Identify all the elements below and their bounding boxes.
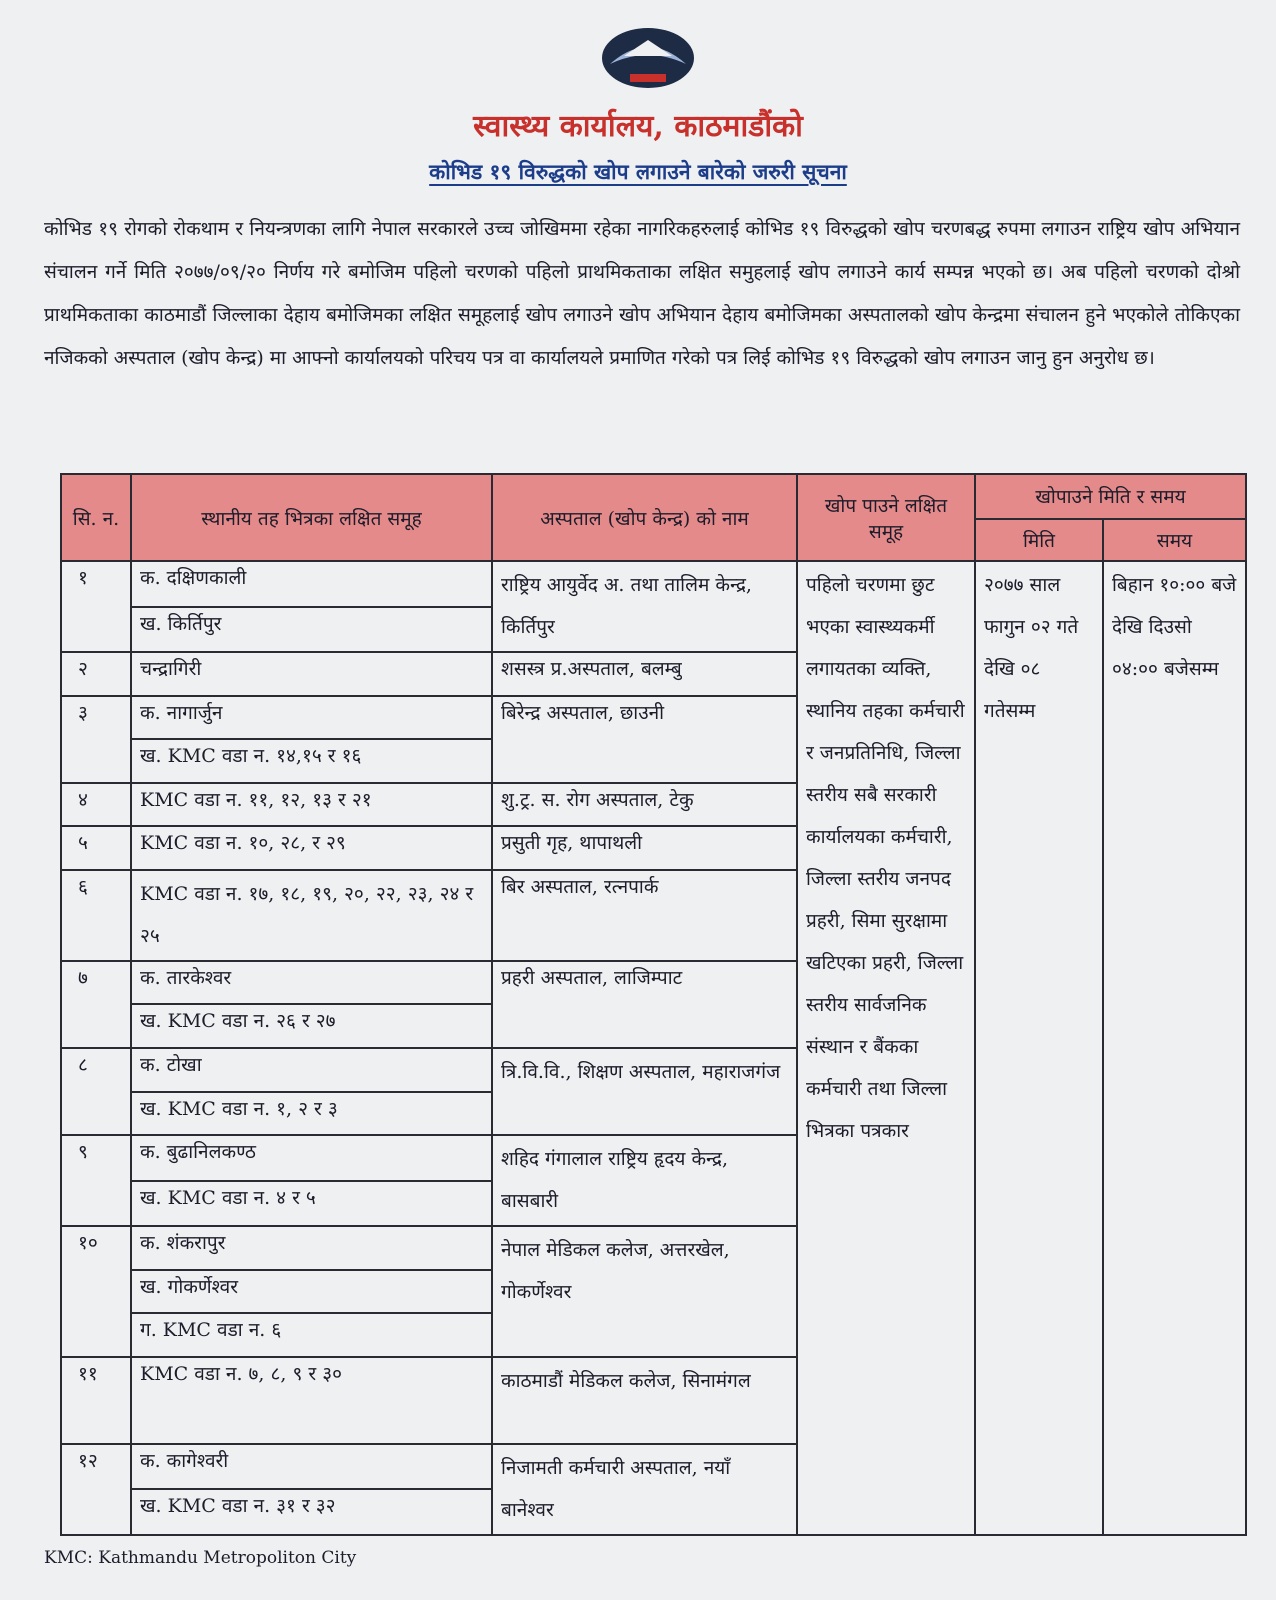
footnote: KMC: Kathmandu Metropoliton City: [44, 1548, 357, 1568]
row-hospital: नेपाल मेडिकल कलेज, अत्तरखेल, गोकर्णेश्वर: [492, 1226, 797, 1357]
row-group: क. टोखा: [131, 1048, 492, 1092]
row-hospital: प्रसुती गृह, थापाथली: [492, 826, 797, 870]
row-sn: १०: [61, 1226, 131, 1357]
row-hospital: शसस्त्र प्र.अस्पताल, बलम्बु: [492, 652, 797, 696]
vaccination-table: [60, 473, 1247, 1536]
intro-paragraph: कोभिड १९ रोगको रोकथाम र नियन्त्रणका लागि नेपाल सरकारले उच्च जोखिममा रहेका नागरिकहरुलाई कोभिड १९ विरुद्धको खोप चरणबद्ध रुपमा लगाउन राष्ट्रिय खोप अभियान संचालन गर्ने मिति २०७७/०९/२० निर्णय गरे बमोजिम पहिलो चरणको पहिलो प्राथमिकताका लक्षित समुहलाई खोप लगाउने कार्य सम्पन्न भएको छ। अब पहिलो चरणको दोश्रो प्राथमिकताका काठमाडौं जिल्लाका देहाय बमोजिमका लक्षित समूहलाई खोप लगाउने खोप अभियान देहाय बमोजिमका अस्पतालको खोप केन्द्रमा संचालन हुने भएकोले तोकिएका नजिकको अस्पताल (खोप केन्द्र) मा आफ्नो कार्यालयको परिचय पत्र वा कार्यालयले प्रमाणित गरेको पत्र लिई कोभिड १९ विरुद्धको खोप लगाउन जानु हुन अनुरोध छ।: [44, 218, 1240, 369]
row-hospital: शु.ट्र. स. रोग अस्पताल, टेकु: [492, 783, 797, 827]
row-sn: १: [61, 561, 131, 652]
target-group-cell: पहिलो चरणमा छुट भएका स्वास्थ्यकर्मी लगायतका व्यक्ति, स्थानिय तहका कर्मचारी र जनप्रतिनिधि, जिल्ला स्तरीय सबै सरकारी कार्यालयका कर्मचारी, जिल्ला स्तरीय जनपद प्रहरी, सिमा सुरक्षामा खटिएका प्रहरी, जिल्ला स्तरीय सार्वजनिक संस्थान र बैंकका कर्मचारी तथा जिल्ला भित्रका पत्रकार: [797, 561, 975, 1535]
row-group: क. शंकरापुर: [131, 1226, 492, 1270]
row-hospital: बिरेन्द्र अस्पताल, छाउनी: [492, 696, 797, 783]
row-hospital: राष्ट्रिय आयुर्वेद अ. तथा तालिम केन्द्र, किर्तिपुर: [492, 561, 797, 652]
row-group: ख. किर्तिपुर: [131, 607, 492, 653]
row-sn: ५: [61, 826, 131, 870]
table-row: [61, 561, 1246, 607]
row-sn: ४: [61, 783, 131, 827]
row-hospital: काठमाडौं मेडिकल कलेज, सिनामंगल: [492, 1357, 797, 1444]
row-group: ख. KMC वडा न. ४ र ५: [131, 1181, 492, 1227]
row-sn: १२: [61, 1444, 131, 1535]
header-time: समय: [1103, 519, 1246, 562]
row-hospital: प्रहरी अस्पताल, लाजिम्पाट: [492, 961, 797, 1048]
row-sn: ११: [61, 1357, 131, 1444]
header-date: मिति: [975, 519, 1103, 562]
row-group: KMC वडा न. १०, २८, र २९: [131, 826, 492, 870]
row-group: KMC वडा न. ११, १२, १३ र २१: [131, 783, 492, 827]
header-local-group: स्थानीय तह भित्रका लक्षित समूह: [131, 474, 492, 561]
row-group: क. बुढानिलकण्ठ: [131, 1135, 492, 1181]
date-cell: २०७७ साल फागुन ०२ गते देखि ०८ गतेसम्म: [975, 561, 1103, 1535]
row-sn: २: [61, 652, 131, 696]
row-group: ख. KMC वडा न. १४,१५ र १६: [131, 739, 492, 783]
row-group: KMC वडा न. ७, ८, ९ र ३०: [131, 1357, 492, 1444]
notice-subtitle-text: कोभिड १९ विरुद्धको खोप लगाउने बारेको जरुरी सूचना: [429, 159, 847, 184]
row-group: ख. KMC वडा न. १, २ र ३: [131, 1092, 492, 1136]
table-header-row: [61, 474, 1246, 519]
row-group: क. कागेश्वरी: [131, 1444, 492, 1490]
row-hospital: शहिद गंगालाल राष्ट्रिय हृदय केन्द्र, बासबारी: [492, 1135, 797, 1226]
row-group: ख. KMC वडा न. ३१ र ३२: [131, 1489, 492, 1535]
row-hospital: त्रि.वि.वि., शिक्षण अस्पताल, महाराजगंज: [492, 1048, 797, 1135]
row-group: KMC वडा न. १७, १८, १९, २०, २२, २३, २४ र २५: [131, 870, 492, 961]
nepal-emblem-icon: [596, 16, 700, 92]
row-group: क. दक्षिणकाली: [131, 561, 492, 607]
row-group: क. तारकेश्वर: [131, 961, 492, 1005]
row-group: ग. KMC वडा न. ६: [131, 1313, 492, 1357]
header-date-time: खोपाउने मिति र समय: [975, 474, 1246, 519]
row-sn: ९: [61, 1135, 131, 1226]
row-hospital: निजामती कर्मचारी अस्पताल, नयाँ बानेश्वर: [492, 1444, 797, 1535]
row-sn: ३: [61, 696, 131, 783]
header-target-group: खोप पाउने लक्षित समूह: [797, 474, 975, 561]
notice-subtitle: [0, 158, 1276, 186]
header-sn: सि. न.: [61, 474, 131, 561]
row-group: ख. गोकर्णेश्वर: [131, 1270, 492, 1314]
row-sn: ८: [61, 1048, 131, 1135]
row-group: ख. KMC वडा न. २६ र २७: [131, 1004, 492, 1048]
row-sn: ७: [61, 961, 131, 1048]
header-hospital: अस्पताल (खोप केन्द्र) को नाम: [492, 474, 797, 561]
row-group: चन्द्रागिरी: [131, 652, 492, 696]
row-group: क. नागार्जुन: [131, 696, 492, 740]
row-sn: ६: [61, 870, 131, 961]
time-cell: बिहान १०:०० बजे देखि दिउसो ०४:०० बजेसम्म: [1103, 561, 1246, 1535]
office-title: स्वास्थ्य कार्यालय, काठमाडौंको: [473, 109, 803, 144]
row-hospital: बिर अस्पताल, रत्नपार्क: [492, 870, 797, 961]
